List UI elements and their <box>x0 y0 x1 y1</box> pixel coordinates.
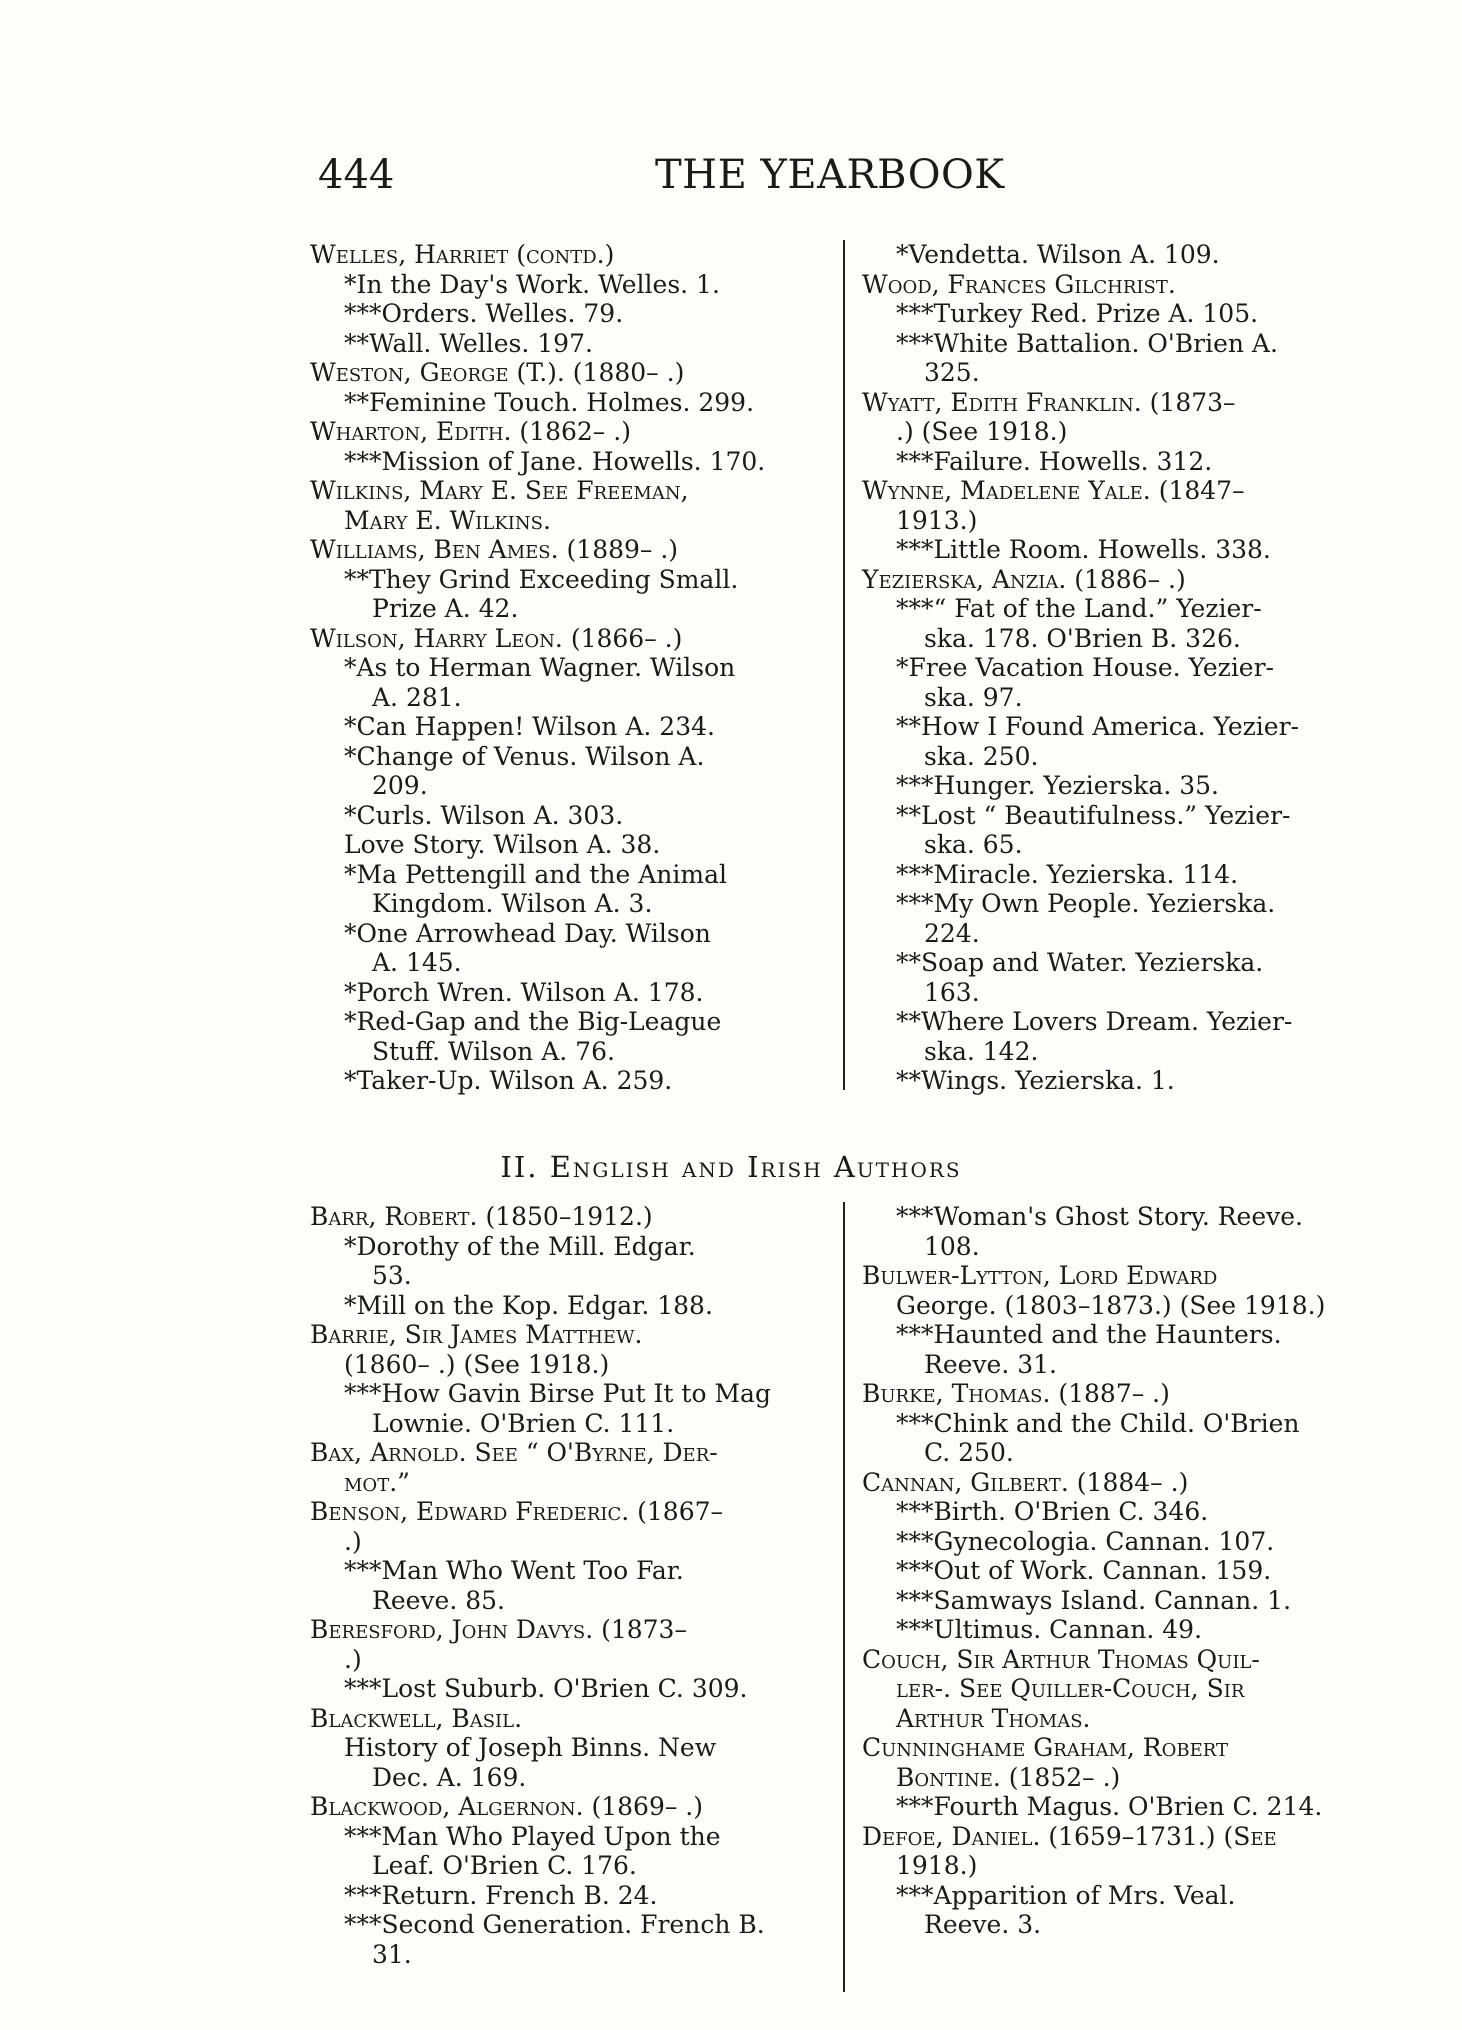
page-number: 444 <box>318 152 395 198</box>
top-left-column <box>310 240 765 1096</box>
story-entry: *Ma Pettengill and the Animal <box>344 859 727 889</box>
author-heading: Wilkins, Mary E. See Freeman, <box>310 476 689 505</box>
story-entry-continuation: Reeve. 3. <box>924 1910 1042 1939</box>
story-entry-continuation: Kingdom. Wilson A. 3. <box>372 889 653 918</box>
column-rule-bottom <box>843 1202 845 1992</box>
author-heading: Cunninghame Graham, Robert <box>862 1733 1228 1762</box>
story-entry: ***Second Generation. French B. <box>344 1910 765 1939</box>
author-heading: Yezierska, Anzia. (1886– .) <box>862 564 1186 594</box>
story-entry: **Wall. Welles. 197. <box>344 328 593 358</box>
column-rule-top <box>843 240 845 1090</box>
story-entry-continuation: A. 145. <box>372 948 462 977</box>
story-entry: *One Arrowhead Day. Wilson <box>344 918 711 948</box>
author-heading: Bulwer-Lytton, Lord Edward <box>862 1261 1218 1290</box>
bottom-right-column <box>862 1202 1325 1940</box>
author-heading: Cannan, Gilbert. (1884– .) <box>862 1467 1189 1497</box>
author-heading-continuation: Arthur Thomas. <box>896 1703 1091 1733</box>
story-entry-continuation: 163. <box>924 977 980 1007</box>
author-heading: Wharton, Edith. (1862– .) <box>310 417 631 446</box>
author-heading-continuation: mot.” <box>344 1467 410 1497</box>
story-entry: Love Story. Wilson A. 38. <box>344 830 661 859</box>
author-heading: Benson, Edward Frederic. (1867– <box>310 1497 724 1526</box>
story-entry: ***Hunger. Yezierska. 35. <box>896 771 1219 800</box>
story-entry-continuation: 108. <box>924 1231 980 1261</box>
story-entry: *Change of Venus. Wilson A. <box>344 741 705 771</box>
story-entry: ***Apparition of Mrs. Veal. <box>896 1880 1236 1910</box>
story-entry-continuation: Stuff. Wilson A. 76. <box>372 1036 615 1066</box>
story-entry: ***Fourth Magus. O'Brien C. 214. <box>896 1792 1323 1821</box>
story-entry: ***Gynecologia. Cannan. 107. <box>896 1526 1275 1556</box>
story-entry: ***Return. French B. 24. <box>344 1880 658 1910</box>
story-entry: ***Mission of Jane. Howells. 170. <box>344 446 766 476</box>
author-heading: Barrie, Sir James Matthew. <box>310 1320 643 1349</box>
story-entry: ***Turkey Red. Prize A. 105. <box>896 299 1259 328</box>
story-entry: ***Orders. Welles. 79. <box>344 299 624 328</box>
story-entry: *Dorothy of the Mill. Edgar. <box>344 1231 696 1261</box>
story-entry-continuation: Reeve. 31. <box>924 1349 1057 1379</box>
story-entry: *As to Herman Wagner. Wilson <box>344 653 736 682</box>
author-heading-continuation: .) (See 1918.) <box>896 417 1068 446</box>
story-entry-continuation: 209. <box>372 771 428 800</box>
story-entry-continuation: Prize A. 42. <box>372 594 519 623</box>
author-heading: Beresford, John Davys. (1873– <box>310 1615 687 1644</box>
author-heading: Welles, Harriet (contd.) <box>310 240 615 269</box>
story-entry-continuation: C. 250. <box>924 1438 1014 1467</box>
story-entry: ***Out of Work. Cannan. 159. <box>896 1556 1272 1585</box>
story-entry: ***Man Who Went Too Far. <box>344 1556 684 1585</box>
story-entry: ***Woman's Ghost Story. Reeve. <box>896 1202 1304 1231</box>
author-heading: Wood, Frances Gilchrist. <box>862 269 1176 299</box>
story-entry-continuation: 31. <box>372 1939 412 1969</box>
author-heading: Wyatt, Edith Franklin. (1873– <box>862 387 1236 417</box>
story-entry: *Red-Gap and the Big-League <box>344 1007 722 1036</box>
story-entry: ***Little Room. Howells. 338. <box>896 535 1271 564</box>
story-entry-continuation: ska. 250. <box>924 741 1039 771</box>
story-entry: *Vendetta. Wilson A. 109. <box>896 240 1220 269</box>
story-entry: ***Failure. Howells. 312. <box>896 446 1213 476</box>
book-title: THE YEARBOOK <box>655 152 1005 198</box>
story-entry: *Can Happen! Wilson A. 234. <box>344 712 715 741</box>
story-entry: **Wings. Yezierska. 1. <box>896 1066 1175 1095</box>
author-heading: Wilson, Harry Leon. (1866– .) <box>310 623 683 653</box>
story-entry: ***My Own People. Yezierska. <box>896 889 1276 918</box>
story-entry: **Soap and Water. Yezierska. <box>896 948 1264 977</box>
bottom-left-column <box>310 1202 771 1969</box>
story-entry: ***White Battalion. O'Brien A. <box>896 328 1278 358</box>
story-entry: History of Joseph Binns. New <box>344 1733 717 1762</box>
story-entry: *Mill on the Kop. Edgar. 188. <box>344 1290 713 1320</box>
story-entry: ***Miracle. Yezierska. 114. <box>896 859 1239 889</box>
author-heading: Blackwell, Basil. <box>310 1703 523 1733</box>
author-heading: Barr, Robert. (1850–1912.) <box>310 1202 653 1231</box>
story-entry: *Free Vacation House. Yezier- <box>896 653 1275 682</box>
story-entry-continuation: 53. <box>372 1261 412 1290</box>
story-entry-continuation: Dec. A. 169. <box>372 1762 527 1792</box>
story-entry: ***Lost Suburb. O'Brien C. 309. <box>344 1674 748 1703</box>
story-entry: **How I Found America. Yezier- <box>896 712 1299 741</box>
story-entry: *Porch Wren. Wilson A. 178. <box>344 977 704 1007</box>
story-entry-continuation: Lownie. O'Brien C. 111. <box>372 1408 675 1438</box>
story-entry-continuation: 325. <box>924 358 980 387</box>
story-entry: *Curls. Wilson A. 303. <box>344 800 624 830</box>
story-entry-continuation: ska. 65. <box>924 830 1023 859</box>
story-entry: ***Ultimus. Cannan. 49. <box>896 1615 1203 1644</box>
author-heading-continuation: Mary E. Wilkins. <box>344 505 551 535</box>
section-heading <box>0 1150 1462 1184</box>
author-heading: Burke, Thomas. (1887– .) <box>862 1379 1170 1408</box>
author-heading-continuation: ler-. See Quiller-Couch, Sir <box>896 1674 1245 1703</box>
section-numeral: II. <box>500 1150 539 1184</box>
story-entry: ***Man Who Played Upon the <box>344 1821 721 1851</box>
author-heading: Bax, Arnold. See “ O'Byrne, Der- <box>310 1438 718 1467</box>
author-heading-continuation: 1918.) <box>896 1851 978 1880</box>
author-heading: Blackwood, Algernon. (1869– .) <box>310 1792 703 1821</box>
story-entry-continuation: Leaf. O'Brien C. 176. <box>372 1851 637 1880</box>
author-heading: Couch, Sir Arthur Thomas Quil- <box>862 1644 1260 1674</box>
story-entry-continuation: ska. 178. O'Brien B. 326. <box>924 623 1241 653</box>
story-entry: ***Chink and the Child. O'Brien <box>896 1408 1300 1438</box>
author-heading-continuation: George. (1803–1873.) (See 1918.) <box>896 1290 1326 1320</box>
author-heading-continuation: Bontine. (1852– .) <box>896 1762 1121 1792</box>
story-entry: ***Haunted and the Haunters. <box>896 1320 1282 1349</box>
story-entry-continuation: ska. 142. <box>924 1036 1039 1066</box>
story-entry-continuation: 224. <box>924 918 980 948</box>
story-entry: ***Samways Island. Cannan. 1. <box>896 1585 1292 1615</box>
story-entry: **Lost “ Beautifulness.” Yezier- <box>896 800 1291 830</box>
section-title: English and Irish Authors <box>549 1150 962 1184</box>
author-heading-continuation: 1913.) <box>896 505 978 535</box>
author-heading: Wynne, Madelene Yale. (1847– <box>862 476 1245 505</box>
author-heading: Defoe, Daniel. (1659–1731.) (See <box>862 1821 1277 1851</box>
story-entry: **They Grind Exceeding Small. <box>344 564 739 594</box>
author-heading-continuation: (1860– .) (See 1918.) <box>344 1349 610 1379</box>
running-head <box>0 152 1462 212</box>
top-right-column <box>862 240 1299 1096</box>
story-entry: *In the Day's Work. Welles. 1. <box>344 269 720 299</box>
author-heading-continuation: .) <box>344 1644 362 1674</box>
story-entry-continuation: Reeve. 85. <box>372 1585 505 1615</box>
story-entry-continuation: A. 281. <box>372 682 462 712</box>
story-entry: ***“ Fat of the Land.” Yezier- <box>896 594 1262 623</box>
story-entry: **Feminine Touch. Holmes. 299. <box>344 387 755 417</box>
author-heading: Williams, Ben Ames. (1889– .) <box>310 535 679 564</box>
author-heading-continuation: .) <box>344 1526 362 1556</box>
story-entry-continuation: ska. 97. <box>924 682 1023 712</box>
story-entry: **Where Lovers Dream. Yezier- <box>896 1007 1293 1036</box>
story-entry: ***Birth. O'Brien C. 346. <box>896 1497 1209 1526</box>
author-heading: Weston, George (T.). (1880– .) <box>310 358 685 387</box>
story-entry: ***How Gavin Birse Put It to Mag <box>344 1379 771 1408</box>
story-entry: *Taker-Up. Wilson A. 259. <box>344 1066 673 1095</box>
